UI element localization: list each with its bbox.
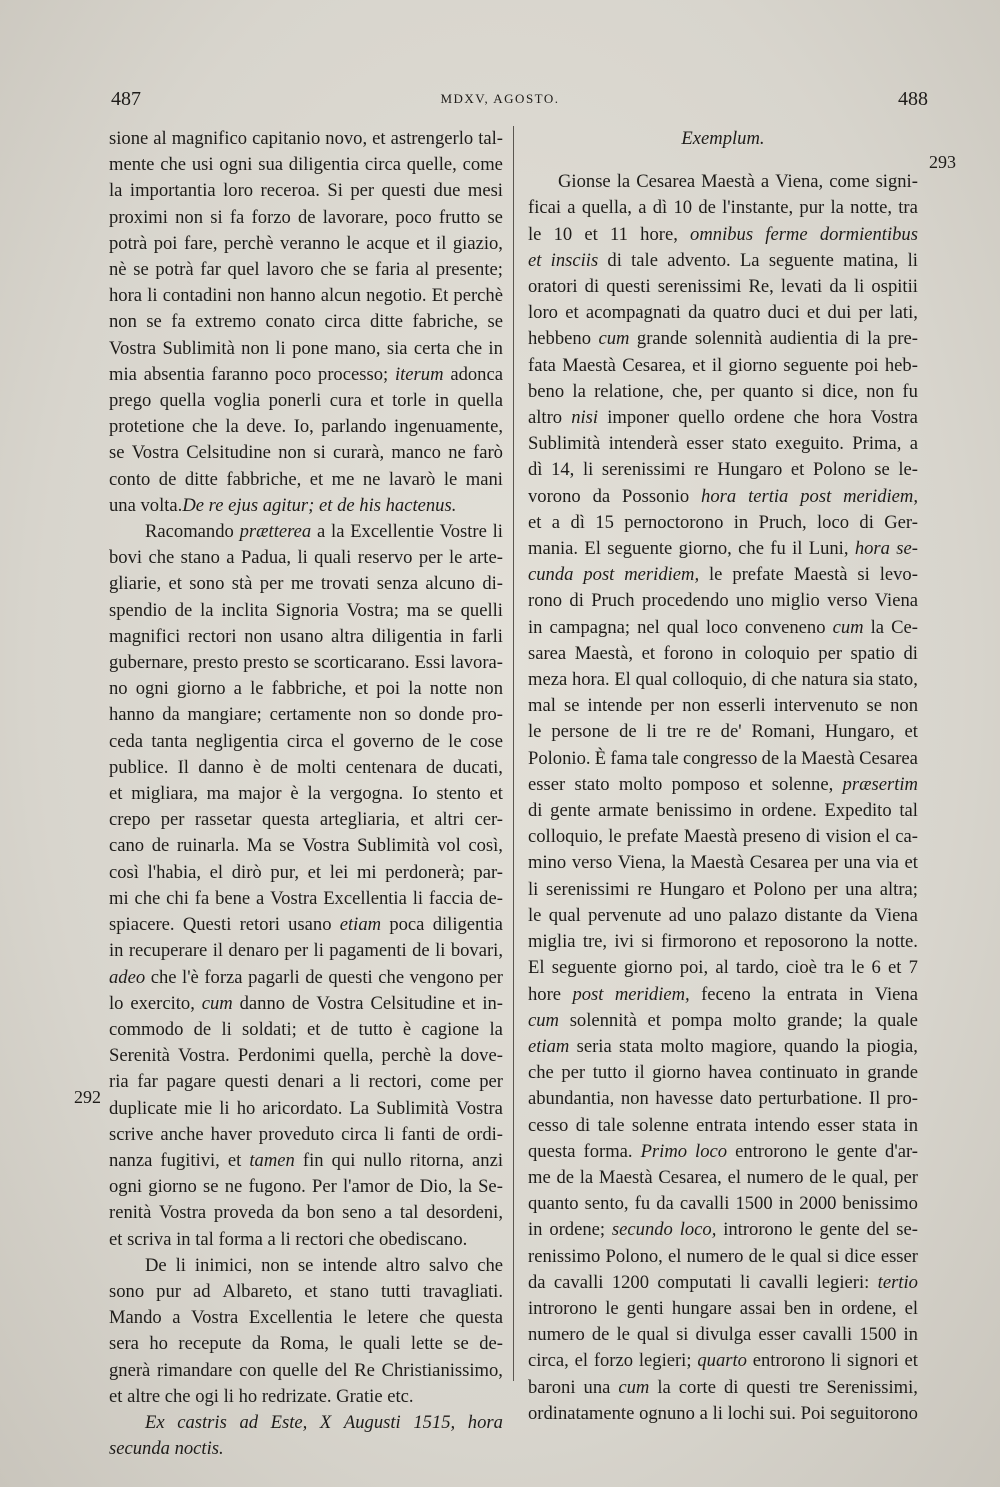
text-line: beno la relatione, che, per quanto si dice, non fu (528, 380, 918, 402)
text-line: gnerà rimandare con quelle del Re Christianissimo, (109, 1359, 503, 1381)
text-line: renità Vostra proveda da bon seno a tal desordeni, (109, 1202, 503, 1224)
text-line: proximi non si fa forzo de lavorare, poco frutto se (109, 206, 503, 228)
text-line: etiam seria stata molto magiore, quando la piogia, (528, 1035, 918, 1057)
text-line: sarea Maestà, et forono in coloquio per spatio di (528, 642, 918, 664)
text-line: Racomando prætterea a la Excellentie Vostre li (145, 521, 503, 543)
margin-column-number-left: 292 (74, 1087, 101, 1107)
page-header (0, 88, 1000, 112)
text-line: abundantia, non havesse dato perturbatione. Il pro- (528, 1088, 918, 1110)
text-line: ficai a quella, a dì 10 de l'instante, pur la notte, tra (528, 197, 918, 219)
text-line: cunda post meridiem, le prefate Maestà si levo- (528, 564, 918, 586)
text-line: le 10 et 11 hore, omnibus ferme dormientibus (528, 223, 918, 245)
text-line: gubernare, presto presto se scorticarano. Essi lavora- (109, 652, 503, 674)
text-line: spendio de la inclita Signoria Vostra; ma se quelli (109, 599, 503, 621)
text-line: spiacere. Questi retori usano etiam poca diligentia (109, 914, 503, 936)
text-line: magnifici rectori non usano altra diligentia in farli (109, 625, 503, 647)
text-line: secunda noctis. (109, 1438, 224, 1460)
text-line: Vostra Sublimità non li pone mano, sia certa che in (109, 337, 503, 359)
text-line: Mando a Vostra Excellentia le letere che questa (109, 1307, 503, 1329)
text-line: non se fa extremo conato circa ditte fabriche, se (109, 311, 503, 333)
text-line: così l'habia, el dirò pur, et lei mi perdonerà; par- (109, 861, 503, 883)
text-line: hanno da mangiare; certamente non so donde pro- (109, 704, 503, 726)
text-line: lo exercito, cum danno de Vostra Celsitudine et in- (109, 992, 503, 1014)
text-line: da cavalli 1200 computati li cavalli legieri: tertio (528, 1271, 918, 1293)
text-line: no ogni giorno a le fabbriche, et poi la notte non (109, 678, 503, 700)
text-line: mal se intende per non esserli intervenuto se non (528, 695, 918, 717)
margin-column-number-right: 293 (929, 152, 956, 172)
text-line: meza hora. El qual colloquio, di che natura sia stato, (528, 669, 918, 691)
text-line: nanza fugitivi, et tamen fin qui nullo ritorna, anzi (109, 1149, 503, 1171)
text-line: commodo de li soldati; et de tutto è cagione la (109, 1018, 503, 1040)
right-column (528, 126, 918, 1427)
text-line: et insciis di tale advento. La seguente matina, li (528, 249, 918, 271)
text-line: conto de ditte fabbriche, et me ne lavarò le mani (109, 468, 503, 490)
text-line: hora li contadini non hanno alcun negotio. Et perchè (109, 285, 503, 307)
text-line: quanto sento, fu da cavalli 1500 in 2000 benissimo (528, 1193, 918, 1215)
text-line: vorono da Possonio hora tertia post meridiem, (528, 485, 918, 507)
text-line: li serenissimi re Hungaro et Polono per una altra; (528, 878, 918, 900)
page-number-right: 488 (898, 88, 928, 110)
text-line: sera ho recepute da Roma, le quali lette se de- (109, 1333, 503, 1355)
text-line: mente che usi ogni sua diligentia circa quelle, come (109, 154, 503, 176)
text-line: bovi che stano a Padua, li quali reservo per le arte- (109, 547, 503, 569)
text-line: et migliara, ma major è la vergogna. Io stento et (109, 783, 503, 805)
text-line: mino verso Viena, la Maestà Cesarea per una via et (528, 852, 918, 874)
text-line: la importantia loro receroa. Si per questi due mesi (109, 180, 503, 202)
column-divider (513, 126, 514, 1381)
text-line: sione al magnifico capitanio novo, et astrengerlo tal- (109, 128, 503, 149)
text-line: questa forma. Primo loco entrorono le gente d'ar- (528, 1140, 918, 1162)
text-line: me de la Maestà Cesarea, el numero de le qual, per (528, 1166, 918, 1188)
text-line: sono pur ad Albareto, et stano tutti travagliati. (109, 1280, 503, 1302)
text-line: esser stato molto pomposo et solenne, præsertim (528, 773, 918, 795)
text-line: crepo per rassetar questa artegliaria, et altri cer- (109, 809, 503, 831)
text-line: di gente armate benissimo in ordene. Expedito tal (528, 800, 918, 822)
text-line: se Vostra Celsitudine non si curarà, manco ne farò (109, 442, 503, 464)
text-line: introrono le genti hungare assai ben in ordene, el (528, 1297, 918, 1319)
text-line: baroni una cum la corte di questi tre Serenissimi, (528, 1376, 918, 1398)
text-line: miglia tre, ivi si firmorono et reposorono la notte. (528, 931, 918, 953)
text-line: mania. El seguente giorno, che fu il Luni, hora se- (528, 538, 918, 560)
text-line: renissimo Polono, el numero de le qual si dice esser (528, 1245, 918, 1267)
text-line: in recuperare il denaro per li pagamenti de li bovari, (109, 940, 503, 962)
text-line: protetione che la deve. Io, parlando ingenuamente, (109, 416, 503, 438)
text-line: che per tutto il giorno havea continuato in grande (528, 1062, 918, 1084)
page-number-left: 487 (111, 88, 141, 110)
text-line: mi che chi fa bene a Vostra Excellentia li faccia de- (109, 887, 503, 909)
text-line: scrive anche haver proveduto circa li fanti de ordi- (109, 1123, 503, 1145)
text-line: in campagna; nel qual loco conveneno cum la Ce- (528, 616, 918, 638)
text-line: cano de ruinarla. Ma se Vostra Sublimità vol così, (109, 835, 503, 857)
paragraph-gap (528, 152, 918, 169)
text-line: dì 14, li serenissimi re Hungaro et Polono se le- (528, 459, 918, 481)
text-line: ceda tanta negligentia circa el governo de le cose (109, 730, 503, 752)
text-line: Exemplum. (681, 128, 765, 149)
text-line: El seguente giorno poi, al tardo, cioè tra le 6 et 7 (528, 957, 918, 979)
text-line: hebbeno cum grande solennità audientia di la pre- (528, 328, 918, 350)
text-line: loro et acompagnati da quatro duci et dui per lati, (528, 302, 918, 324)
text-line: cesso di tale solenne entrata intendo esser stata in (528, 1114, 918, 1136)
text-line: una volta. De re ejus agitur; et de his hactenus. (109, 494, 457, 516)
text-line: ordinatamente ognuno a li lochi sui. Poi seguitorono (528, 1402, 918, 1424)
text-line: mia absentia faranno poco processo; iterum adonca (109, 363, 503, 385)
text-line: ogni giorno se ne fugono. Per l'amor de Dio, la Se- (109, 1176, 503, 1198)
text-line: hore post meridiem, feceno la entrata in Viena (528, 983, 918, 1005)
text-line: publice. Il danno è de molti centenara de ducati, (109, 756, 503, 778)
running-title: MDXV, AGOSTO. (440, 91, 560, 106)
text-line: le qual pervenute ad uno palazo distante da Viena (528, 904, 918, 926)
text-line: duplicate mie li ho aricordato. La Sublimità Vostra (109, 1097, 503, 1119)
text-line: Gionse la Cesarea Maestà a Viena, come signi- (558, 171, 918, 193)
left-column (109, 126, 503, 1462)
text-line: et scriva in tal forma a li rectori che obediscano. (109, 1228, 468, 1250)
text-line: rono di Pruch procedendo uno miglio verso Viena (528, 590, 918, 612)
text-line: Sublimità intenderà esser stato exeguito. Prima, a (528, 433, 918, 455)
text-line: potrà poi fare, perchè veranno le acque et il giazio, (109, 232, 503, 254)
text-line: gliarie, et sono stà per me trovati senza alcuno di- (109, 573, 503, 595)
text-line: nè se potrà far quel lavoro che se faria al presente; (109, 259, 503, 281)
text-line: ria far pagare questi denari a li rectori, come per (109, 1071, 503, 1093)
text-line: numero de le qual si divulga esser cavalli 1500 in (528, 1324, 918, 1346)
text-line: prego quella voglia ponerli cura et torle in quella (109, 390, 503, 412)
text-line: Polonio. È fama tale congresso de la Maestà Cesarea (528, 747, 918, 769)
text-line: colloquio, le prefate Maestà preseno di vision el ca- (528, 826, 918, 848)
text-line: et altre che ogi li ho redrizate. Gratie etc. (109, 1385, 414, 1407)
text-line: et a dì 15 pernoctorono in Pruch, loco di Ger- (528, 511, 918, 533)
text-line: in ordene; secundo loco, introrono le gente del se- (528, 1219, 918, 1241)
text-line: le persone de li tre re de' Romani, Hungaro, et (528, 721, 918, 743)
text-line: cum solennità et pompa molto grande; la quale (528, 1009, 918, 1031)
text-line: Serenità Vostra. Perdonimi quella, perchè la dove- (109, 1045, 503, 1067)
text-line: De li inimici, non se intende altro salvo che (145, 1254, 503, 1276)
text-line: altro nisi imponer quello ordene che hora Vostra (528, 407, 918, 429)
text-line: Ex castris ad Este, X Augusti 1515, hora (145, 1411, 503, 1433)
text-line: circa, el forzo legieri; quarto entrorono li signori et (528, 1350, 918, 1372)
text-line: fata Maestà Cesarea, et il giorno seguente poi heb- (528, 354, 918, 376)
text-line: oratori di questi serenissimi Re, levati da li ospitii (528, 276, 918, 298)
text-line: adeo che l'è forza pagarli de questi che vengono per (109, 966, 503, 988)
